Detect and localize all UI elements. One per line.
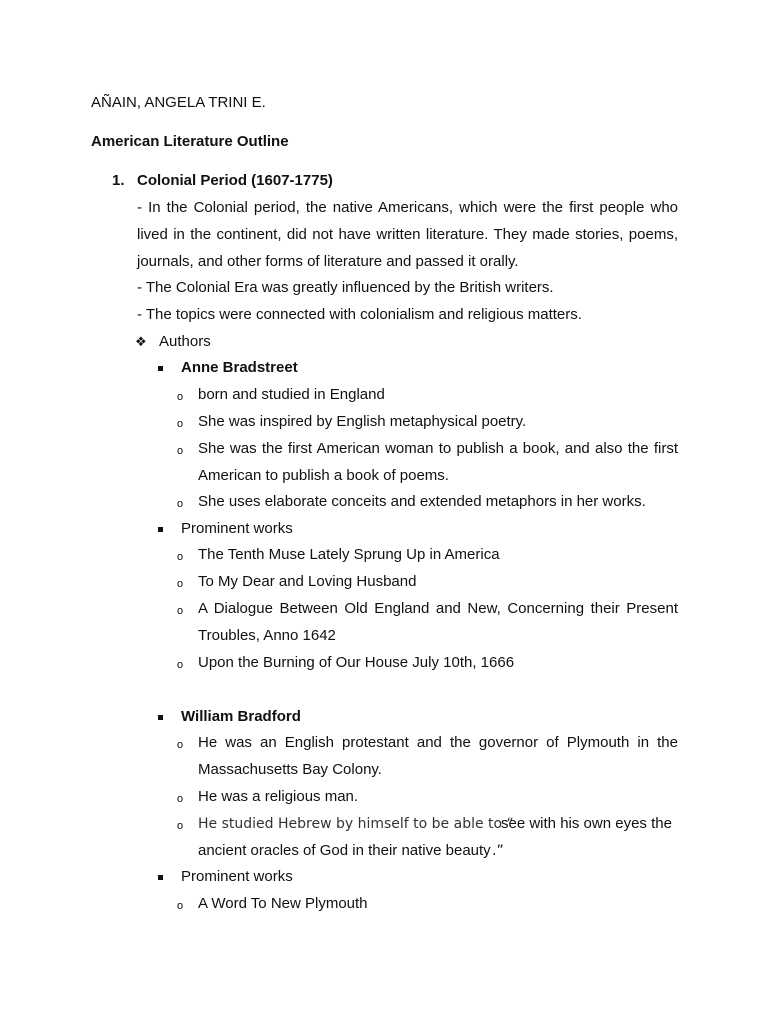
square-bullet-icon xyxy=(158,527,163,532)
bradstreet-works-label: Prominent works xyxy=(181,520,293,537)
intro-line-3: journals, and other forms of literature and passed it orally. xyxy=(137,253,519,270)
circle-bullet-icon: o xyxy=(177,445,184,457)
intro-line-2: lived in the continent, did not have written literature. They made stories, poems, xyxy=(137,226,678,243)
bradford-fact-continued: Massachusetts Bay Colony. xyxy=(198,761,382,778)
circle-bullet-icon: o xyxy=(177,578,184,590)
bradford-fact-part-d: .” xyxy=(492,843,504,859)
bradstreet-work: To My Dear and Loving Husband xyxy=(198,573,417,590)
topics-text: - The topics were connected with colonialism and religious matters. xyxy=(137,306,582,323)
author-name: AÑAIN, ANGELA TRINI E. xyxy=(91,94,266,111)
circle-bullet-icon: o xyxy=(177,739,184,751)
author-bradford-name: William Bradford xyxy=(181,708,301,725)
section-heading: Colonial Period (1607-1775) xyxy=(137,172,333,189)
bradford-fact-part-c: ancient oracles of God in their native beauty xyxy=(198,842,491,859)
bradford-fact-part-b: see with his own eyes the xyxy=(501,815,672,832)
bradford-fact-part-a: He studied Hebrew by himself to be able to “ xyxy=(198,816,514,832)
bradford-work: A Word To New Plymouth xyxy=(198,895,368,912)
circle-bullet-icon: o xyxy=(177,498,184,510)
bradstreet-work: Upon the Burning of Our House July 10th, 1666 xyxy=(198,654,515,671)
circle-bullet-icon: o xyxy=(177,605,184,617)
circle-bullet-icon: o xyxy=(177,659,184,671)
bradstreet-fact: She was inspired by English metaphysical poetry. xyxy=(198,413,527,430)
square-bullet-icon xyxy=(158,875,163,880)
circle-bullet-icon: o xyxy=(177,820,184,832)
bradford-works-label: Prominent works xyxy=(181,868,293,885)
bradford-fact: He was an English protestant and the governor of Plymouth in the xyxy=(198,734,678,751)
author-bradstreet-name: Anne Bradstreet xyxy=(181,359,298,376)
bradford-fact: He was a religious man. xyxy=(198,788,359,805)
square-bullet-icon xyxy=(158,715,163,720)
bradstreet-fact: She uses elaborate conceits and extended metaphors in her works. xyxy=(198,493,646,510)
bradstreet-work: The Tenth Muse Lately Sprung Up in America xyxy=(198,546,500,563)
bradstreet-work-continued: Troubles, Anno 1642 xyxy=(198,627,336,644)
circle-bullet-icon: o xyxy=(177,900,184,912)
document-title: American Literature Outline xyxy=(91,133,289,150)
circle-bullet-icon: o xyxy=(177,391,184,403)
square-bullet-icon xyxy=(158,366,163,371)
circle-bullet-icon: o xyxy=(177,418,184,430)
bradstreet-fact-continued: American to publish a book of poems. xyxy=(198,467,449,484)
circle-bullet-icon: o xyxy=(177,551,184,563)
bradstreet-fact: She was the first American woman to publish a book, and also the first xyxy=(198,440,678,457)
circle-bullet-icon: o xyxy=(177,793,184,805)
british-influence-text: - The Colonial Era was greatly influenced by the British writers. xyxy=(137,279,554,296)
section-number: 1. xyxy=(112,172,125,189)
bradstreet-work: A Dialogue Between Old England and New, Concerning their Present xyxy=(198,600,678,617)
intro-line-1: - In the Colonial period, the native Americans, which were the first people who xyxy=(137,199,678,216)
bradstreet-fact: born and studied in England xyxy=(198,386,385,403)
authors-label: Authors xyxy=(159,333,211,350)
diamond-bullet-icon: ❖ xyxy=(135,334,147,349)
